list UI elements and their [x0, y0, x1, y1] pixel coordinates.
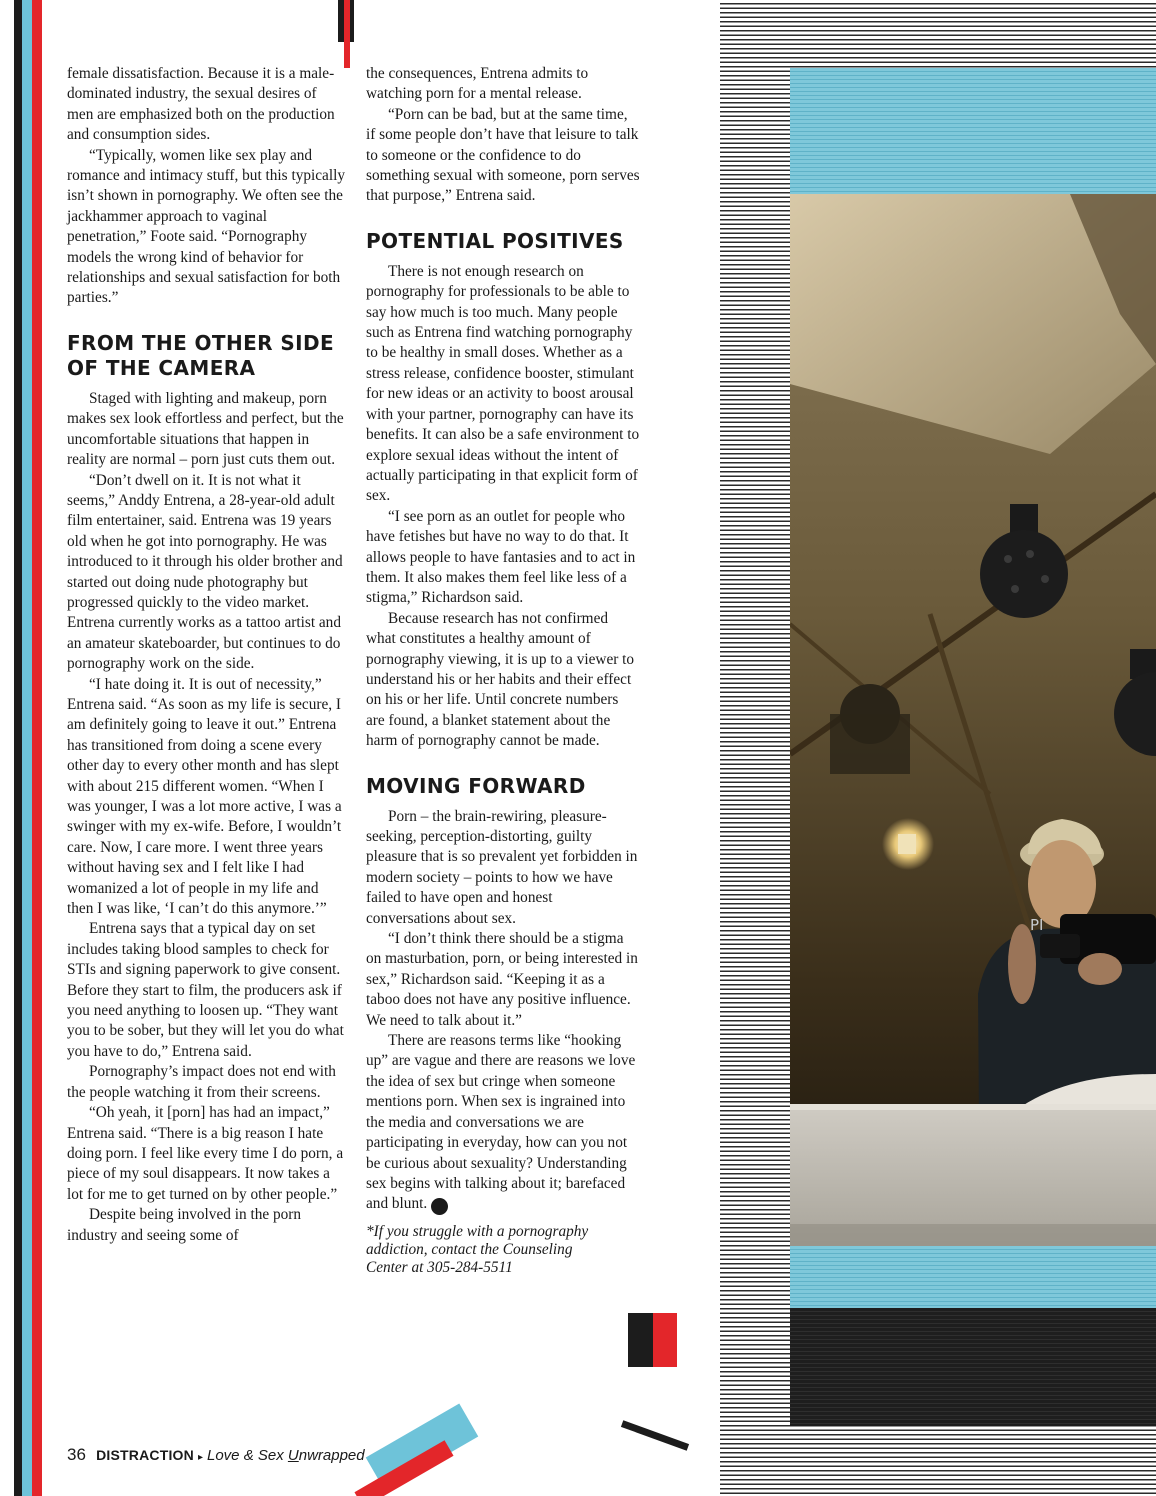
shirt-text: PI: [1030, 916, 1044, 934]
edge-stripe-black: [14, 0, 22, 1496]
paragraph: There is not enough research on pornography for professionals to be able to say how much is too much. Many people such as Entrena find watching pornography to be healthy in small doses. Whether as a stress release, confidence booster, stimulant for new ideas or an activity to boost arousal with your partner, pornography can have its benefits. It can also be a safe environment to explore sexual ideas without the intent of actually participating in that explicit form of sex.: [366, 262, 640, 505]
page-number: 36: [67, 1445, 86, 1464]
section-underlined-letter: U: [287, 1447, 299, 1464]
black-band-bottom: [790, 1308, 1156, 1426]
article-column-1: [67, 64, 345, 1246]
paragraph: “I see porn as an outlet for people who have fetishes but have no way to do that. It allows people to have fantasies and to act in them. It also makes them feel like less of a stigma,” Richardson said.: [366, 507, 636, 607]
section-heading: MOVING FORWARD: [366, 773, 586, 798]
edge-stripe-red: [32, 0, 42, 1496]
paragraph: Staged with lighting and makeup, porn makes sex look effortless and perfect, but the uncomfortable situations that happen in reality are normal – porn just cuts them out.: [67, 389, 344, 469]
page-footer: [67, 1445, 365, 1465]
cyan-band-bottom: [790, 1246, 1156, 1308]
paragraph: “Don’t dwell on it. It is not what it seems,” Anddy Entrena, a 28-year-old adult film entertainer, said. Entrena was 19 years old when he got into pornography. He was introduced to it through his older brother and started out doing nude photography but progressed quickly to the video market. Entrena currently works as a tattoo artist and an amateur skateboarder, but continues to do pornography work on the side.: [67, 471, 343, 673]
paragraph: “Oh yeah, it [porn] has had an impact,” Entrena said. “There is a big reason I hate doing porn. I feel like every time I do porn, a piece of my soul disappears. It now takes a lot for me to get turned on by other people.”: [67, 1104, 344, 1203]
photo: [790, 194, 1156, 1246]
decorative-bar-black: [621, 1420, 689, 1451]
section-name: [207, 1447, 365, 1464]
note-block-red: [653, 1313, 677, 1367]
section-prefix: Love & Sex: [207, 1447, 288, 1464]
paragraph: [366, 1031, 640, 1215]
end-mark-icon: d: [431, 1198, 448, 1215]
magazine-name: DISTRACTION: [96, 1447, 194, 1463]
edge-stripe-blue: [22, 0, 32, 1496]
paragraph: female dissatisfaction. Because it is a male-dominated industry, the sexual desires of men are emphasized both on the production and consumption sides.: [67, 65, 335, 144]
paragraph: Because research has not confirmed what constitutes a healthy amount of pornography viewing, it is up to a viewer to understand his or her habits and their effect on his or her life. Until concrete numbers are found, a blanket statement about the harm of pornography cannot be made.: [366, 609, 635, 750]
paragraph: the consequences, Entrena admits to watching porn for a mental release.: [366, 65, 589, 103]
section-suffix: nwrapped: [298, 1447, 365, 1464]
note-block-black: [628, 1313, 653, 1367]
paragraph: Porn – the brain-rewiring, pleasure-seeking, perception-distorting, guilty pleasure that is so prevalent yet forbidden in modern society – points to how we have failed to have open and honest conversations about sex.: [366, 807, 638, 927]
paragraph-text: There are reasons terms like “hooking up” are vague and there are reasons we love the idea of sex but cringe when someone mentions porn. When sex is ingrained into the media and conversations we are participating in everyday, how can you not be curious about sexuality? Understanding sex begins with talking about it; barefaced and blunt.: [366, 1032, 636, 1213]
paragraph: Pornography’s impact does not end with the people watching it from their screens.: [67, 1063, 336, 1101]
cyan-band-top: [790, 68, 1156, 194]
footnote: *If you struggle with a pornography addiction, contact the Counseling Center at 305-284-5511: [366, 1223, 589, 1277]
paragraph: “I don’t think there should be a stigma on masturbation, porn, or being interested in sex,” Richardson said. “Keeping it as a taboo does not have any positive influence. We need to talk about it.”: [366, 930, 638, 1029]
paragraph: Entrena says that a typical day on set includes taking blood samples to check for STIs and signing paperwork to give consent. Before they start to film, the producers ask if you need anything to loosen up. “They want you to be sober, but they will let you do what you have to do,” Entrena said.: [67, 920, 344, 1060]
section-heading: POTENTIAL POSITIVES: [366, 228, 624, 253]
paragraph: “Typically, women like sex play and romance and intimacy stuff, but this typically isn’t shown in pornography. We often see the jackhammer approach to vaginal penetration,” Foote said. “Pornography models the wrong kind of behavior for relationships and sexual satisfaction for both parties.”: [67, 146, 345, 307]
section-heading: FROM THE OTHER SIDE OF THE CAMERA: [67, 330, 335, 380]
paragraph: “Porn can be bad, but at the same time, if some people don’t have that leisure to talk to someone or the confidence to do something sexual with someone, porn serves that purpose,” Entrena said.: [366, 105, 640, 205]
paragraph: Despite being involved in the porn industry and seeing some of: [67, 1206, 301, 1244]
article-column-2: [366, 64, 640, 1277]
note-color-block: [628, 1313, 677, 1367]
top-decoration-black-2: [350, 0, 354, 42]
paragraph: “I hate doing it. It is out of necessity,” Entrena said. “As soon as my life is secure, I am definitely going to leave it out.” Entrena has transitioned from doing a scene every other day to every other month and has slept with about 215 different women. “When I was younger, I was a lot more active, I was a swinger with my ex-wife. Before, I wouldn’t care. Now, I care more. I went three years without having sex and I felt like I had womanized a lot of people in my life and then I was like, ‘I can’t do this anymore.’”: [67, 675, 342, 918]
arrow-icon: ▸: [197, 1452, 203, 1463]
